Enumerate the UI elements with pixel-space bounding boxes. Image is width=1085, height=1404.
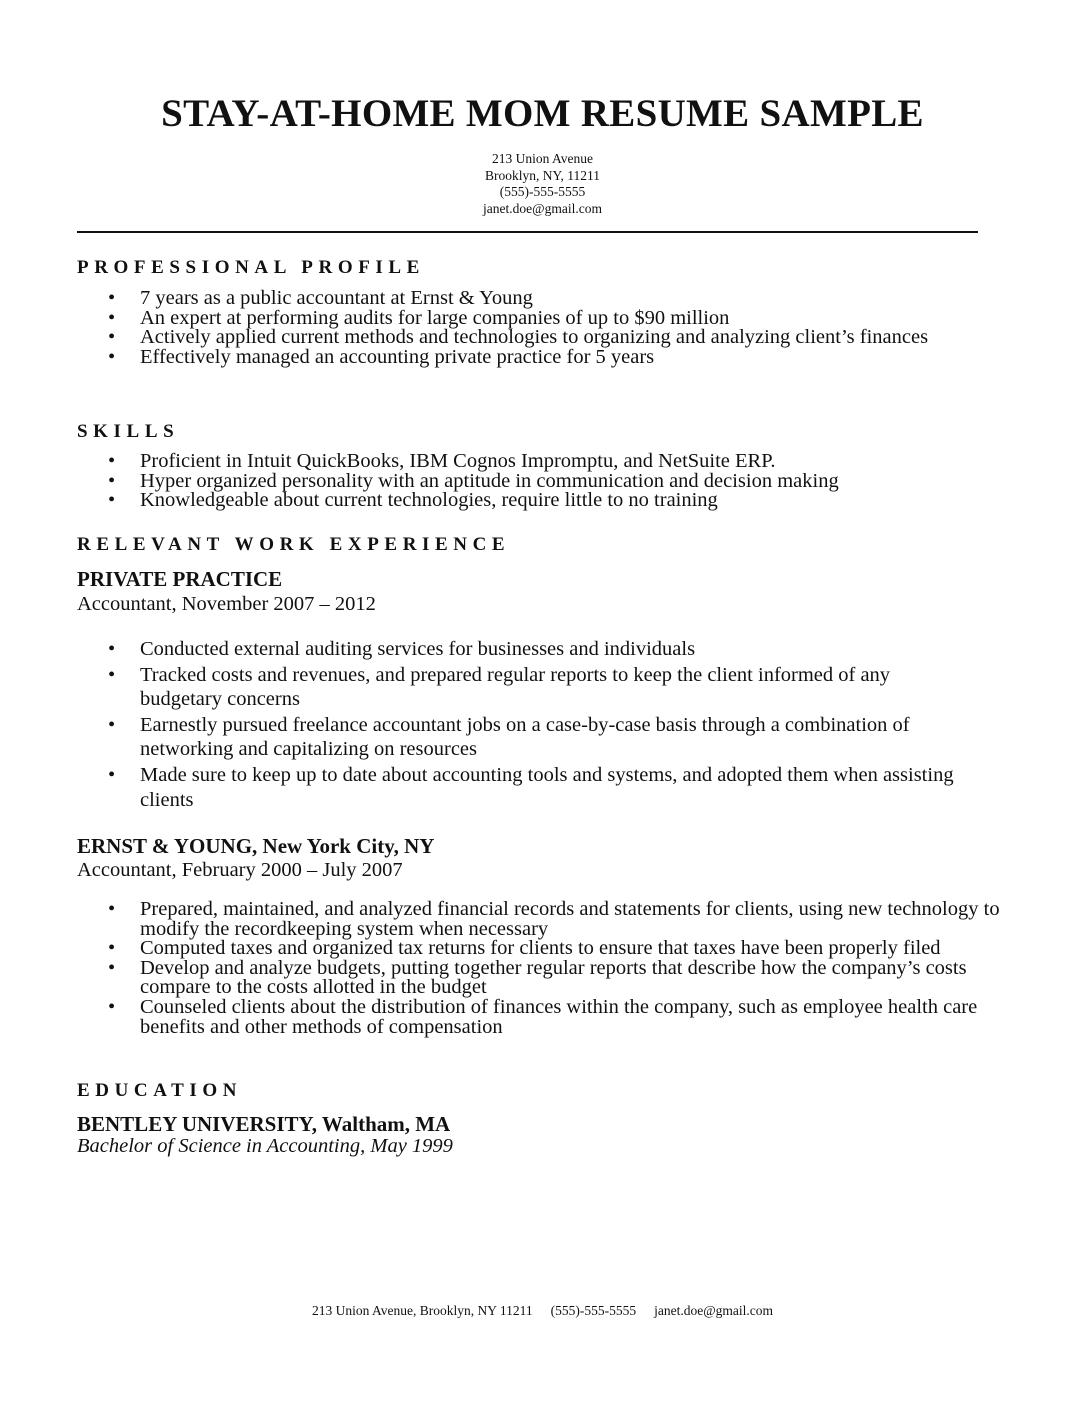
list-item: • Hyper organized personality with an aptitude in communication and decision making [77, 472, 1037, 492]
footer-phone: (555)-555-5555 [550, 1303, 637, 1318]
list-item: • Prepared, maintained, and analyzed financial records and statements for clients, using new technology to modify the recordkeeping system when necessary [77, 900, 1037, 939]
list-item: • Actively applied current methods and technologies to organizing and analyzing client’s finances [77, 328, 957, 348]
list-item: • Tracked costs and revenues, and prepared regular reports to keep the client informed of any budgetary concerns [77, 663, 957, 712]
resume-title: STAY-AT-HOME MOM RESUME SAMPLE [161, 92, 924, 135]
skills-list [77, 452, 1037, 511]
experience-heading: RELEVANT WORK EXPERIENCE [77, 534, 511, 555]
education-degree: Bachelor of Science in Accounting, May 1999 [77, 1135, 453, 1157]
list-item: • Made sure to keep up to date about accounting tools and systems, and adopted them when assisting clients [77, 763, 957, 812]
job-duties-list [77, 637, 957, 813]
contact-email: janet.doe@gmail.com [483, 200, 602, 216]
footer-contact [0, 1302, 1085, 1320]
list-item: • Proficient in Intuit QuickBooks, IBM Cognos Impromptu, and NetSuite ERP. [77, 452, 1037, 472]
job-employer: ERNST & YOUNG, New York City, NY [77, 834, 435, 858]
profile-heading: PROFESSIONAL PROFILE [77, 257, 425, 278]
list-item: • Knowledgeable about current technologies, require little to no training [77, 491, 1037, 511]
list-item: • An expert at performing audits for large companies of up to $90 million [77, 309, 1037, 329]
list-item: • Conducted external auditing services for businesses and individuals [77, 637, 957, 662]
list-item: • Computed taxes and organized tax returns for clients to ensure that taxes have been properly filed [77, 939, 1037, 959]
job-duties-list [77, 900, 1037, 1037]
header-divider [77, 231, 978, 233]
profile-list [77, 289, 1037, 367]
contact-city: Brooklyn, NY, 11211 [484, 167, 600, 183]
job-role: Accountant, November 2007 – 2012 [77, 593, 376, 615]
contact-block [0, 151, 1085, 217]
list-item: • Effectively managed an accounting private practice for 5 years [77, 348, 1037, 368]
contact-phone: (555)-555-5555 [499, 184, 586, 199]
job-role: Accountant, February 2000 – July 2007 [77, 859, 403, 881]
list-item: • Earnestly pursued freelance accountant jobs on a case-by-case basis through a combination of networking and capitalizing on resources [77, 713, 957, 762]
education-school: BENTLEY UNIVERSITY, Waltham, MA [77, 1112, 451, 1136]
contact-street: 213 Union Avenue [492, 151, 593, 166]
list-item: • Develop and analyze budgets, putting together regular reports that describe how the company’s costs compare to the costs allotted in the budget [77, 959, 1037, 998]
list-item: • Counseled clients about the distribution of finances within the company, such as employee health care benefits and other methods of compensation [77, 998, 1037, 1037]
footer-address: 213 Union Avenue, Brooklyn, NY 11211 [312, 1303, 533, 1318]
skills-heading: SKILLS [77, 421, 180, 442]
footer-email: janet.doe@gmail.com [654, 1303, 773, 1318]
list-item: • 7 years as a public accountant at Ernst & Young [77, 289, 1037, 309]
education-heading: EDUCATION [77, 1080, 243, 1101]
job-employer: PRIVATE PRACTICE [77, 567, 283, 591]
